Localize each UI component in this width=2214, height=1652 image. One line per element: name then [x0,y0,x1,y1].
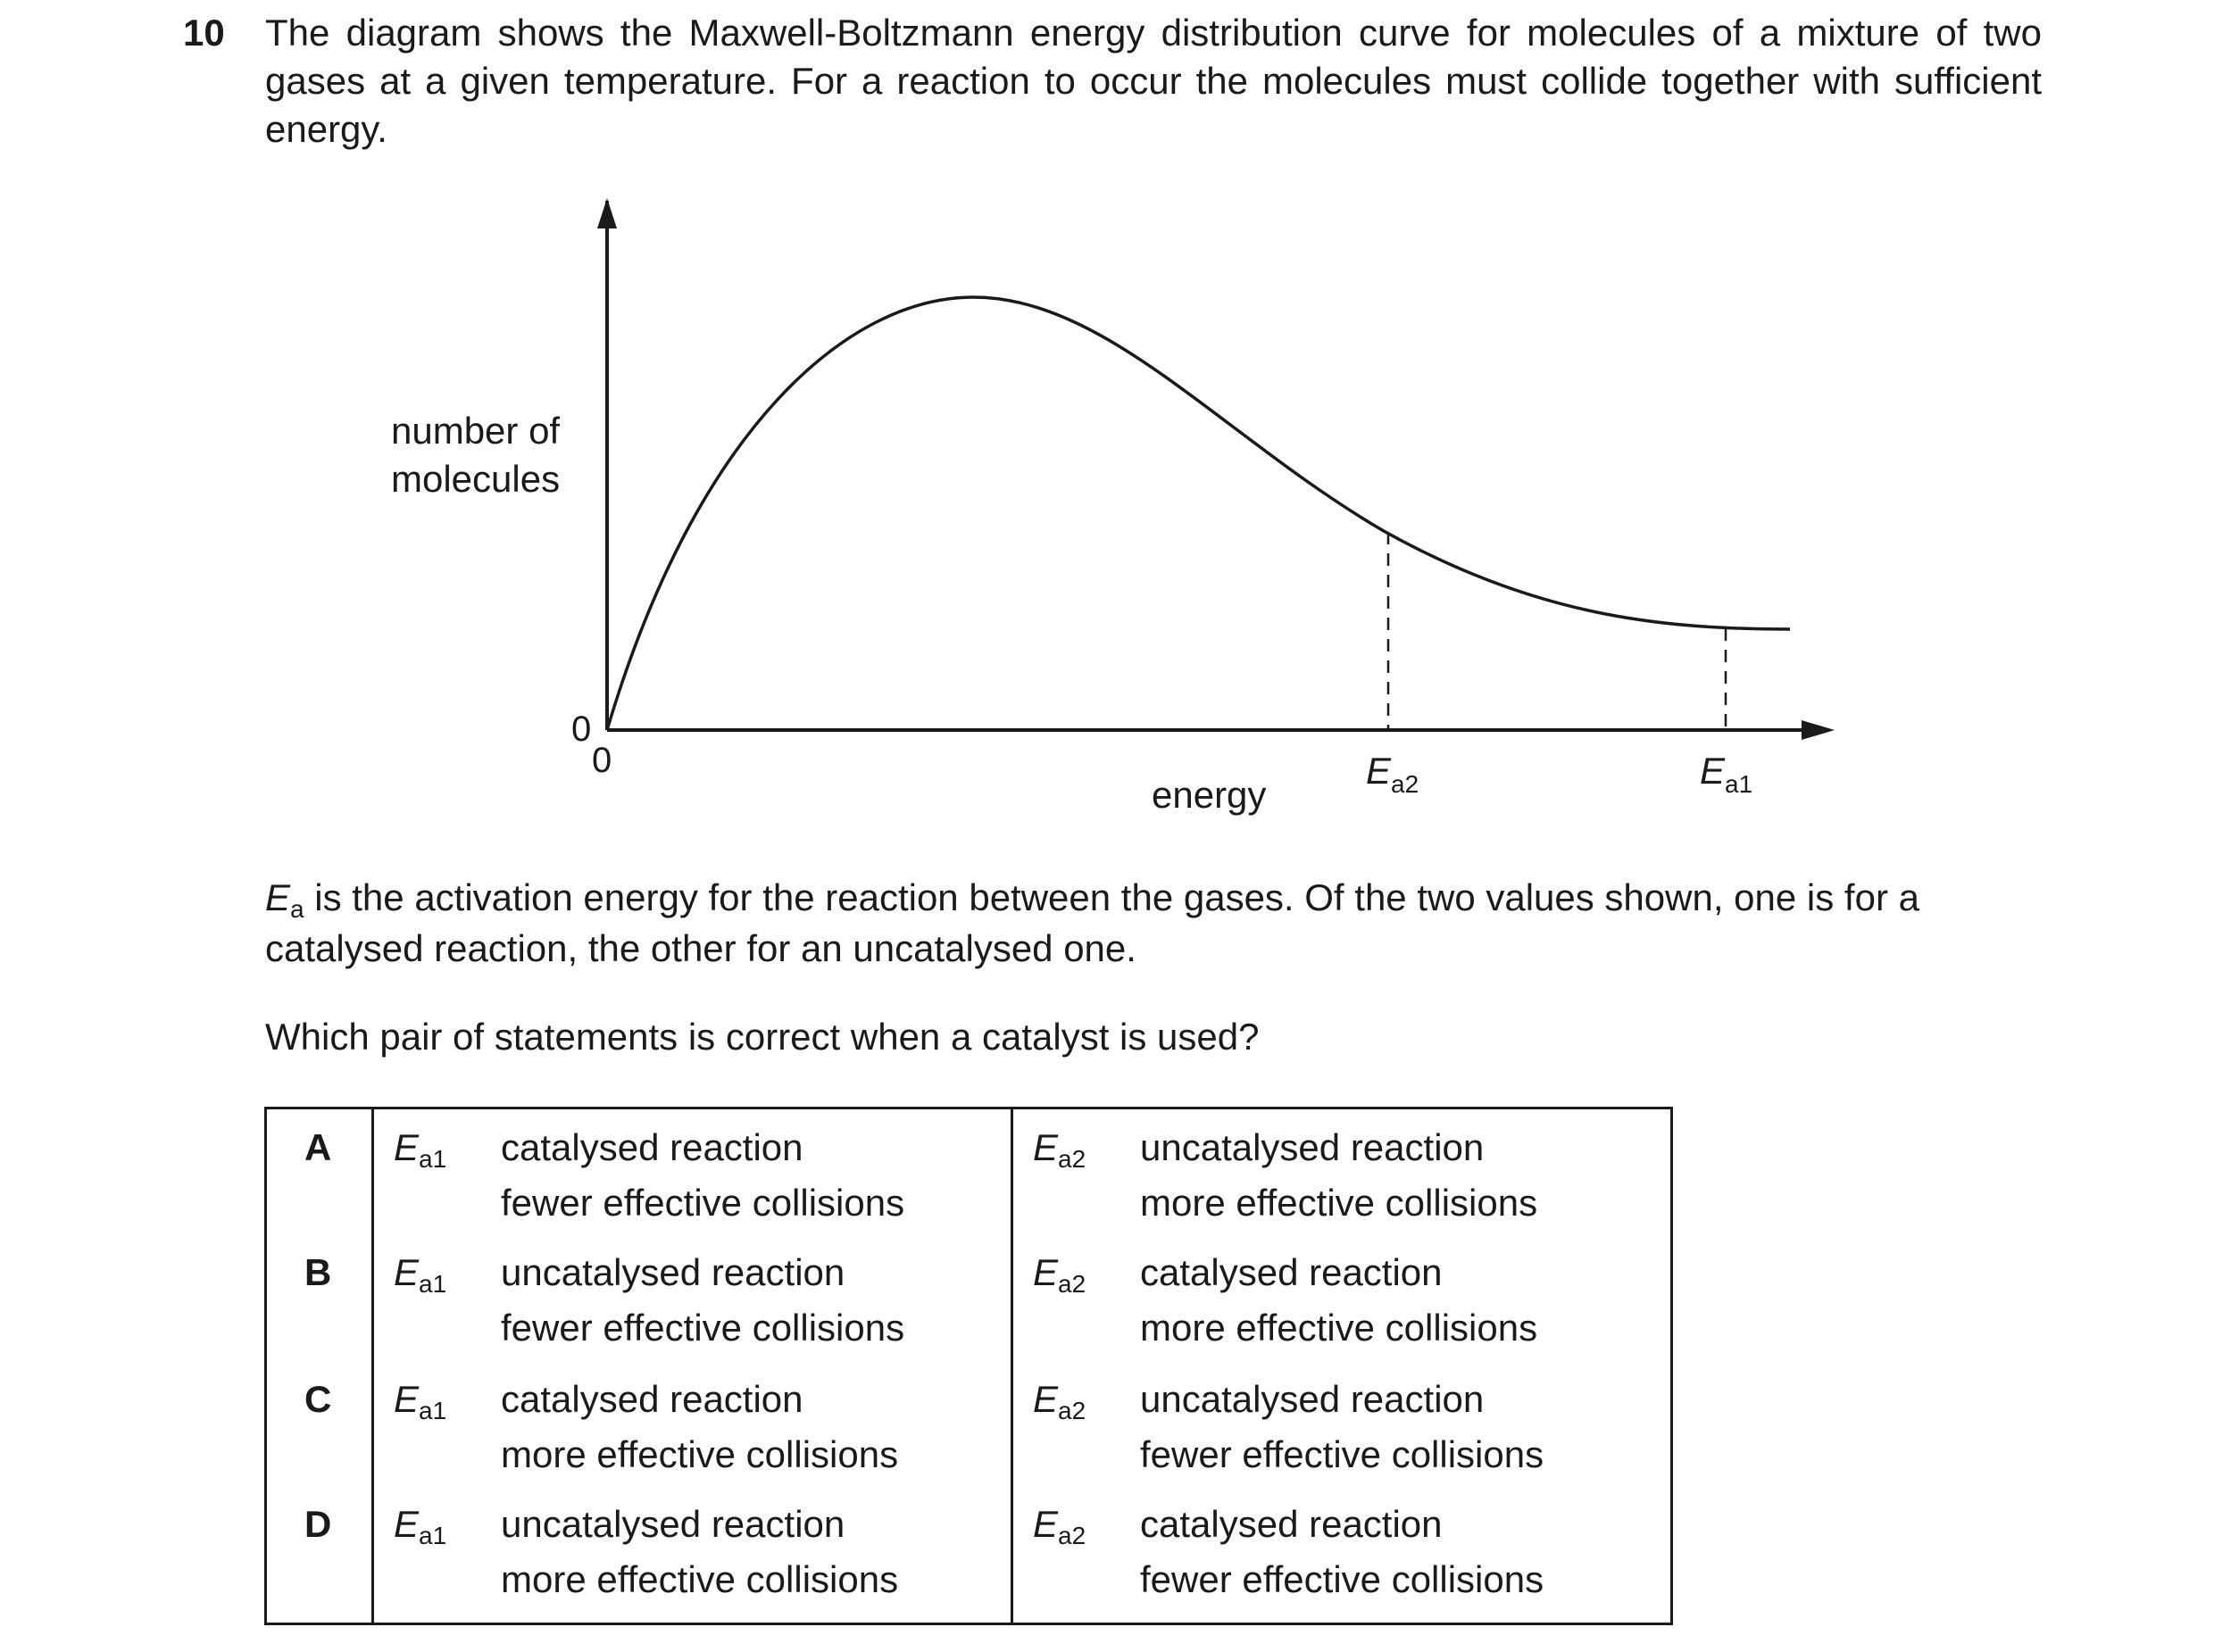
option-letter: D [304,1503,332,1545]
option-col2-symbol: Ea2 [1033,1503,1086,1549]
option-letter: A [304,1126,332,1168]
option-d[interactable] [267,1486,1670,1611]
option-col2-text: catalysed reaction fewer effective collisions [1140,1503,1544,1600]
question-intro: The diagram shows the Maxwell-Boltzmann energy distribution curve for molecules of a mixture of two gases at a given temperature. For a reaction to occur the molecules must collide together with sufficient energy. [265,12,2042,150]
x-origin-label: 0 [592,741,612,780]
x-axis-label: energy [1152,774,1267,816]
ea-symbol: E [265,876,291,918]
y-axis-arrow [597,198,617,228]
y-origin-label: 0 [571,710,592,749]
ea2-label [1366,750,1419,798]
activation-energy-paragraph [265,875,2042,972]
option-col2-symbol: Ea2 [1033,1251,1086,1298]
options-table [264,1107,1673,1625]
option-b[interactable] [267,1234,1670,1359]
option-col2-text: uncatalysed reaction more effective collisions [1140,1126,1538,1224]
ea1-symbol: E [1700,750,1726,792]
x-axis-arrow [1802,720,1835,740]
question-number: 10 [183,12,225,54]
ea-subscript: a [290,895,304,923]
option-col1-text: catalysed reaction fewer effective collisions [501,1126,905,1224]
option-col1-symbol: Ea1 [394,1378,447,1424]
option-col2-symbol: Ea2 [1033,1378,1086,1424]
option-a[interactable] [267,1109,1670,1234]
option-col2-text: catalysed reaction more effective collisions [1140,1251,1538,1349]
option-letter: B [304,1251,332,1293]
ea1-subscript: a1 [1725,770,1753,798]
option-col1-text: catalysed reaction more effective collisions [501,1378,899,1475]
ea2-symbol: E [1366,750,1392,792]
y-axis-label-line2: molecules [391,458,561,500]
paragraph1-text: is the activation energy for the reaction between the gases. Of the two values shown, one is for a catalysed reaction, the other for an uncatalysed one. [265,876,1919,969]
option-col1-symbol: Ea1 [394,1251,447,1298]
y-axis-label-line1: number of [391,410,561,452]
distribution-curve [607,297,1790,730]
option-col1-text: uncatalysed reaction fewer effective collisions [501,1251,905,1349]
question-prompt: Which pair of statements is correct when a catalyst is used? [265,1016,1260,1058]
option-col2-text: uncatalysed reaction fewer effective collisions [1140,1378,1544,1475]
ea1-label [1700,750,1752,798]
option-col1-text: uncatalysed reaction more effective collisions [501,1503,899,1600]
option-col1-symbol: Ea1 [394,1126,447,1173]
ea2-subscript: a2 [1391,770,1419,798]
option-col2-symbol: Ea2 [1033,1126,1086,1173]
option-c[interactable] [267,1361,1670,1486]
option-letter: C [304,1378,332,1420]
option-col1-symbol: Ea1 [394,1503,447,1549]
